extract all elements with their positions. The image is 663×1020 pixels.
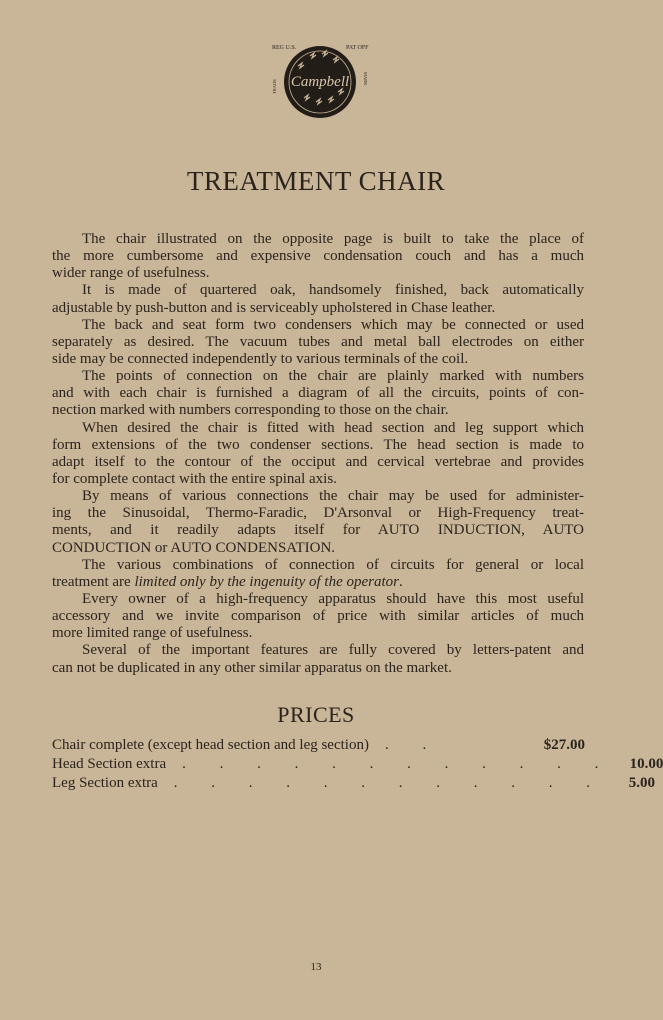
price-row — [52, 755, 663, 774]
paragraph — [52, 420, 584, 489]
italic-text: limited only by the ingenuity of the operator — [134, 573, 399, 590]
text-line: The various combinations of connection of circuits for general or local — [82, 556, 584, 573]
logo-reg-text: REG U.S. — [272, 45, 297, 51]
text-line: can not be duplicated in any other similar apparatus on the market. — [52, 659, 452, 676]
text-line: By means of various connections the chair may be used for administer- — [82, 488, 584, 505]
page-title: TREATMENT CHAIR — [186, 166, 446, 196]
text-line: the more cumbersome and expensive condensation couch and has a much — [52, 248, 584, 265]
text-line: When desired the chair is fitted with head section and leg support which — [82, 419, 584, 436]
text-line: The chair illustrated on the opposite page is built to take the place of — [82, 231, 584, 247]
text-line: The points of connection on the chair are plainly marked with numbers — [82, 368, 584, 385]
price-row — [52, 736, 585, 755]
text-line: separately as desired. The vacuum tubes and metal ball electrodes on either — [52, 333, 584, 350]
price-value: 10.00 — [629, 756, 663, 772]
campbell-trademark-logo — [270, 36, 370, 122]
leader-dots: . . — [384, 737, 442, 753]
body-text — [52, 231, 584, 677]
text-line: more limited range of usefulness. — [52, 625, 253, 642]
text-line: Every owner of a high-frequency apparatus should have this most useful — [82, 590, 584, 607]
logo-mark-text: MARK — [363, 72, 368, 86]
text-line: CONDUCTION or AUTO CONDENSATION. — [52, 539, 336, 556]
text-line: side may be connected independently to various terminals of the coil. — [52, 350, 469, 367]
price-list — [52, 736, 663, 793]
logo-pat-text: PAT OFF — [346, 45, 369, 51]
text-line: ments, and it readily adapts itself for AUTO INDUCTION, AUTO — [52, 522, 584, 539]
paragraph — [52, 488, 584, 557]
price-item-label: Head Section extra — [52, 756, 167, 772]
price-row — [52, 774, 656, 793]
price-item-label: Leg Section extra — [52, 775, 158, 791]
price-item-label: Chair complete (except head section and leg section) — [52, 737, 369, 753]
logo-brand-text: Campbell — [290, 74, 350, 90]
leader-dots: . . . . . . . . . . . . — [182, 756, 614, 772]
paragraph — [52, 231, 584, 282]
text-line: wider range of usefulness. — [52, 265, 210, 282]
paragraph — [52, 591, 584, 642]
prices-heading: PRICES — [277, 702, 355, 727]
text-line: treatment are limited only by the ingenuity of the operator. — [52, 573, 403, 590]
text-line: adjustable by push-button and is serviceably upholstered in Chase leather. — [52, 299, 496, 316]
price-value: 5.00 — [628, 775, 656, 791]
text-line: nection marked with numbers corresponding to those on the chair. — [52, 402, 449, 419]
paragraph — [52, 642, 584, 676]
text-line: accessory and we invite comparison of price with similar articles of much — [52, 608, 584, 625]
paragraph — [52, 368, 584, 419]
text-line: The back and seat form two condensers which may be connected or used — [82, 316, 584, 333]
text-line: It is made of quartered oak, handsomely finished, back automatically — [82, 282, 584, 299]
leader-dots: . . . . . . . . . . . . — [173, 775, 606, 791]
text-line: ing the Sinusoidal, Thermo-Faradic, D'Arsonval or High-Frequency treat- — [52, 505, 584, 522]
text-line: form extensions of the two condenser sections. The head section is made to — [52, 436, 584, 453]
paragraph — [52, 282, 584, 316]
paragraph — [52, 557, 584, 591]
price-value: $27.00 — [543, 737, 585, 753]
logo-trade-text: TRADE — [272, 79, 277, 94]
text-line: and with each chair is furnished a diagram of all the circuits, points of con- — [52, 385, 584, 402]
text-line: adapt itself to the contour of the occiput and cervical vertebrae and provides — [52, 453, 584, 470]
paragraph — [52, 317, 584, 368]
page-number: 13 — [310, 961, 322, 973]
text-line: Several of the important features are fully covered by letters-patent and — [82, 642, 584, 659]
text-line: for complete contact with the entire spinal axis. — [52, 470, 337, 487]
